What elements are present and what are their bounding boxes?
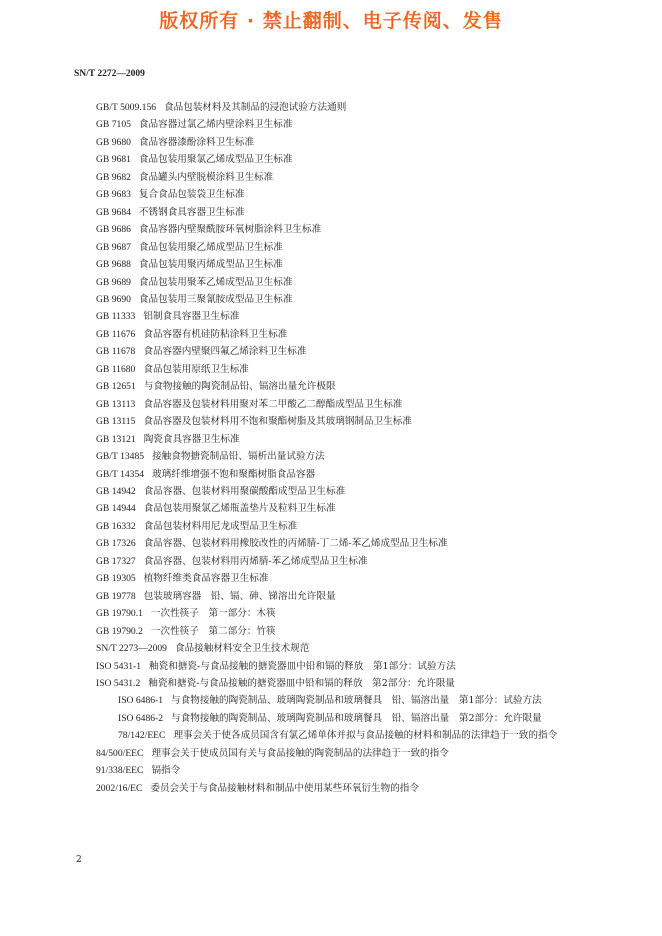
reference-item <box>74 169 592 186</box>
reference-item <box>74 186 592 203</box>
reference-item <box>74 256 592 273</box>
reference-item <box>74 658 592 675</box>
reference-title: 委员会关于与食品接触材料和制品中使用某些环氧衍生物的指令 <box>150 782 419 794</box>
reference-code: GB 9690 <box>96 293 131 305</box>
reference-item <box>74 431 592 448</box>
reference-title: 食品容器及包装材料用不饱和聚酯树脂及其玻璃钢制品卫生标准 <box>143 416 412 428</box>
reference-code: GB 14944 <box>96 503 136 515</box>
reference-item <box>74 116 592 133</box>
reference-code: GB 19790.1 <box>96 608 143 620</box>
reference-item <box>74 134 592 151</box>
reference-code: GB 13115 <box>96 416 136 428</box>
reference-item <box>74 99 592 116</box>
reference-title: 镉指令 <box>151 765 181 777</box>
reference-code: GB/T 5009.156 <box>96 102 157 113</box>
reference-title: 玻璃纤维增强不饱和聚酯树脂食品容器 <box>152 468 316 480</box>
reference-code: ISO 6486-2 <box>118 712 164 724</box>
reference-code: GB 9682 <box>96 171 131 183</box>
reference-code: GB 9680 <box>96 136 131 148</box>
reference-title: 食品容器、包装材料用聚碳酸酯成型品卫生标准 <box>143 485 346 497</box>
reference-title: 接触食物搪瓷制品铅、镉析出量试验方法 <box>152 451 325 463</box>
reference-code: GB 13121 <box>96 433 136 445</box>
normative-references-list <box>74 99 592 797</box>
reference-title: 食品包装用聚乙烯成型品卫生标准 <box>138 241 283 253</box>
reference-title: 食品容器过氯乙烯内壁涂料卫生标准 <box>138 119 293 131</box>
reference-code: ISO 5431-1 <box>96 660 142 672</box>
reference-item <box>74 553 592 570</box>
reference-code: GB 19790.2 <box>96 625 143 637</box>
standard-code-header: SN/T 2272—2009 <box>74 69 145 79</box>
copyright-banner: 版权所有 · 禁止翻制、电子传阅、发售 <box>159 10 503 32</box>
reference-title: 食品容器及包装材料用聚对苯二甲酸乙二醇酯成型品卫生标准 <box>143 398 403 410</box>
reference-title: 食品包装用原纸卫生标准 <box>143 363 249 375</box>
reference-title: 理事会关于使成员国有关与食品接触的陶瓷制品的法律趋于一致的指令 <box>151 747 449 759</box>
reference-title: 一次性筷子 第一部分：木筷 <box>150 608 276 620</box>
reference-item <box>74 605 592 622</box>
reference-title: 食品容器漆酚涂料卫生标准 <box>138 136 255 148</box>
reference-item <box>74 692 592 709</box>
reference-title: 釉瓷和搪瓷-与食品接触的搪瓷器皿中铅和镉的释放 第2部分：允许限量 <box>148 677 456 689</box>
reference-item <box>74 308 592 325</box>
reference-item <box>74 378 592 395</box>
reference-item <box>74 466 592 483</box>
reference-item <box>74 291 592 308</box>
reference-code: GB 9687 <box>96 241 131 253</box>
reference-code: GB 11680 <box>96 363 136 375</box>
reference-title: 食品容器有机硅防粘涂料卫生标准 <box>143 328 288 340</box>
reference-code: GB 9681 <box>96 154 131 166</box>
reference-code: GB 9683 <box>96 189 131 201</box>
reference-item <box>74 448 592 465</box>
reference-item <box>74 151 592 168</box>
reference-title: 复合食品包装袋卫生标准 <box>138 189 245 201</box>
reference-code: GB 9688 <box>96 259 131 271</box>
reference-title: 釉瓷和搪瓷-与食品接触的搪瓷器皿中铅和镉的释放 第1部分：试验方法 <box>149 660 456 672</box>
reference-title: 食品包装用聚氯乙烯成型品卫生标准 <box>138 154 293 166</box>
reference-code: GB 9686 <box>96 224 131 236</box>
reference-code: GB 9684 <box>96 206 131 218</box>
reference-item <box>74 326 592 343</box>
reference-title: 陶瓷食具容器卫生标准 <box>143 433 240 445</box>
reference-item <box>74 588 592 605</box>
reference-code: GB 17327 <box>96 555 136 567</box>
reference-title: 食品包装用聚丙烯成型品卫生标准 <box>138 259 283 271</box>
reference-title: 植物纤维类食品容器卫生标准 <box>143 573 269 585</box>
reference-code: ISO 5431.2 <box>96 677 141 689</box>
reference-item <box>74 570 592 587</box>
reference-code: GB 11676 <box>96 328 136 340</box>
reference-item <box>74 640 592 657</box>
reference-code: GB 14942 <box>96 485 136 497</box>
reference-item <box>74 762 592 779</box>
reference-code: GB 9689 <box>96 276 131 288</box>
reference-item <box>74 727 592 744</box>
reference-item <box>74 204 592 221</box>
page-number: 2 <box>76 855 82 865</box>
reference-code: GB 11678 <box>96 346 136 358</box>
reference-title: 与食物接触的陶瓷制品铅、镉溶出量允许极限 <box>143 381 336 393</box>
reference-title: 食品容器内壁聚四氟乙烯涂料卫生标准 <box>143 346 307 358</box>
reference-title: 一次性筷子 第二部分：竹筷 <box>150 625 276 637</box>
reference-title: 食品罐头内壁脱模涂料卫生标准 <box>138 171 274 183</box>
reference-title: 食品包装用三聚氰胺成型品卫生标准 <box>138 293 293 305</box>
reference-code: GB 17326 <box>96 538 136 550</box>
reference-title: 食品容器、包装材料用橡胶改性的丙烯腈-丁二烯-苯乙烯成型品卫生标准 <box>143 538 448 550</box>
reference-code: GB 19305 <box>96 573 136 585</box>
reference-code: ISO 6486-1 <box>118 695 164 707</box>
reference-item <box>74 413 592 430</box>
reference-code: GB 16332 <box>96 520 136 532</box>
reference-title: 食品包装用聚氯乙烯瓶盖垫片及粒料卫生标准 <box>143 503 336 515</box>
reference-item <box>74 710 592 727</box>
reference-item <box>74 518 592 535</box>
reference-code: GB 19778 <box>96 590 136 602</box>
reference-title: 食品接触材料安全卫生技术规范 <box>174 643 310 655</box>
reference-item <box>74 500 592 517</box>
reference-item <box>74 343 592 360</box>
reference-item <box>74 535 592 552</box>
reference-code: GB/T 13485 <box>96 451 145 463</box>
reference-item <box>74 483 592 500</box>
reference-title: 与食物接触的陶瓷制品、玻璃陶瓷制品和玻璃餐具 铅、镉溶出量 第2部分：允许限量 <box>171 712 542 724</box>
reference-code: GB/T 14354 <box>96 468 145 480</box>
reference-code: SN/T 2273—2009 <box>96 643 167 655</box>
reference-code: GB 7105 <box>96 119 131 131</box>
reference-code: 91/338/EEC <box>96 765 144 777</box>
reference-item <box>74 361 592 378</box>
reference-title: 不锈钢食具容器卫生标准 <box>138 206 245 218</box>
reference-item <box>74 396 592 413</box>
reference-title: 食品包装材料及其制品的浸泡试验方法通则 <box>164 102 347 113</box>
reference-code: 84/500/EEC <box>96 747 144 759</box>
reference-item <box>74 623 592 640</box>
reference-code: GB 12651 <box>96 381 136 393</box>
reference-title: 食品容器内壁聚酰胺环氧树脂涂料卫生标准 <box>138 224 322 236</box>
reference-title: 理事会关于使各成员国含有氯乙烯单体并拟与食品接触的材料和制品的法律趋于一致的指令 <box>173 730 558 742</box>
reference-title: 食品容器、包装材料用丙烯腈-苯乙烯成型品卫生标准 <box>143 555 368 567</box>
reference-title: 铝制食具容器卫生标准 <box>143 311 240 323</box>
reference-item <box>74 274 592 291</box>
reference-code: 2002/16/EC <box>96 782 143 794</box>
reference-title: 包装玻璃容器 铅、镉、砷、锑溶出允许限量 <box>143 590 336 602</box>
reference-code: GB 13113 <box>96 398 136 410</box>
reference-item <box>74 675 592 692</box>
reference-item <box>74 745 592 762</box>
reference-code: 78/142/EEC <box>118 730 166 742</box>
reference-title: 食品包装用聚苯乙烯成型品卫生标准 <box>138 276 293 288</box>
reference-code: GB 11333 <box>96 311 136 323</box>
reference-item <box>74 221 592 238</box>
reference-title: 食品包装材料用尼龙成型品卫生标准 <box>143 520 298 532</box>
reference-title: 与食物接触的陶瓷制品、玻璃陶瓷制品和玻璃餐具 铅、镉溶出量 第1部分：试验方法 <box>171 695 542 707</box>
reference-item <box>74 239 592 256</box>
reference-item <box>74 780 592 797</box>
